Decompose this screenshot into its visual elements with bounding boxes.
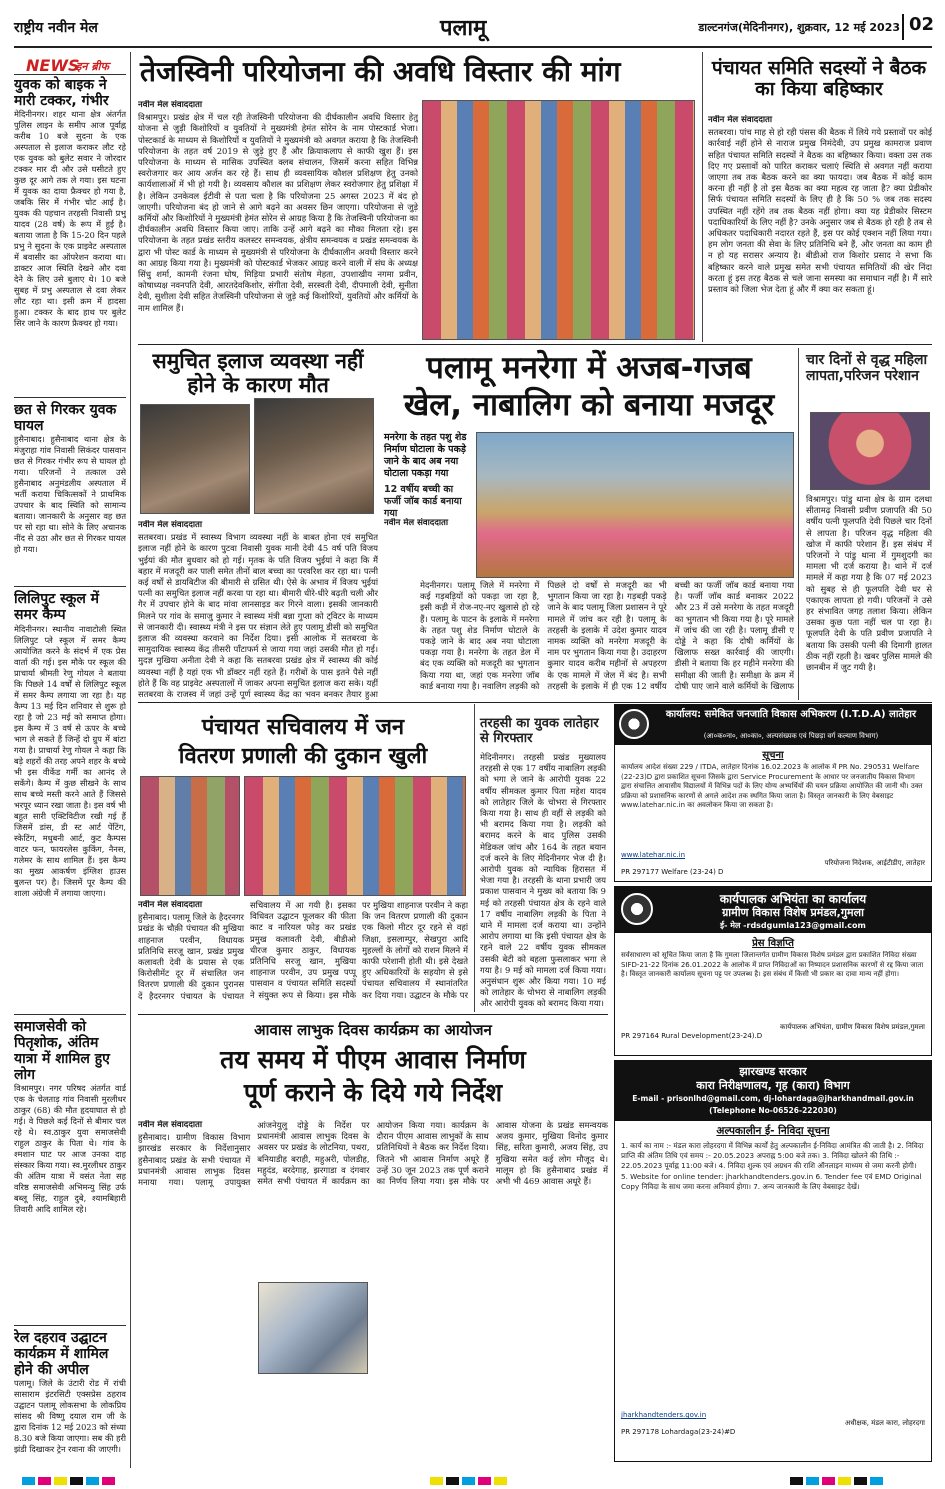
- itda-pr-no: PR 297177 Welfare (23-24) D: [621, 868, 724, 876]
- byline: नवीन मेल संवाददाता: [708, 115, 773, 125]
- rural-notice: [614, 886, 932, 1056]
- brief-headline: युवक को बाइक ने मारी टक्कर, गंभीर: [14, 77, 109, 110]
- rural-title1: कार्यपालक अभियंता का कार्यालय: [719, 892, 867, 906]
- brief-text: हुसैनाबाद। हुसैनाबाद थाना क्षेत्र के मंजुराहा गांव निवासी सिकंदर पासवान छत से गिरकर गंभीर रूप से घायल हो गया। परिजनों ने तत्काल उसे हुसैनाबाद अनुमंडलीय अस्पताल में भर्ती कराया चिकित्सकों ने प्राथमिक उपचार के बाद स्थिति को सामान्य बताया। जानकारी के अनुसार वह छत पर सो रहा था। सोने के लिए अचानक नींद से उठा और छत से गिरकर घायल हो गया।: [14, 434, 126, 555]
- rural-email: ई- मेल -rdsdgumla123@gmail.com: [720, 921, 866, 930]
- jail-notice-head: अल्पकालीन ई- निविदा सूचना: [716, 1125, 830, 1137]
- itda-title: कार्यालय: समेकित जनजाति विकास अभिकरण (I.T.D.A) लातेहार: [665, 709, 917, 720]
- brief-text: मेदिनीनगर। स्थानीय नावाटोली स्थित लिलिपुट प्ले स्कूल में समर कैम्प आयोजित करने के संदर्भ में एक प्रेस वार्ता की गई। इस मौके पर स्कूल की प्राचार्या श्रीमती रेणु गोयल ने बताया कि पिछले 14 वर्षों से लिलिपुट स्कूल में समर कैम्प लगाया जा रहा है। यह कैम्प 13 मई दिन शनिवार से शुरू हो रहा है जो 23 मई को समाप्त होगा। इस कैम्प में 3 वर्ष से ऊपर के बच्चे भाग ले सकते हैं जिन्हें दो ग्रुप में बांटा गया है। प्राचार्या रेणु गोयल ने कहा कि बड़े शहरों की तरह अपने शहर के बच्चे भी इस वीकेंड गर्मी का आनंद ले सकेंगे। कैम्प में कुछ सीखने के साथ साथ बच्चे मस्ती करने आते हैं जिससे भरपूर ध्यान रखा जाता है। इस वर्ष भी बहुत सारी एक्टिविटीज रखी गई हैं जिसमें डांस, डी स्ट आर्ट पेंटिंग, स्केटिंग, मधुबनी आर्ट, कुट कैम्पस वाटर फन, फायरलेस कुकिंग, नैनस, गलेमर के साथ शामिल हैं। इस कैम्प का मुख्य आकर्षण इंग्लिश हाउस बुलन्त पर) है। जिसमें पूर कैम्प की शाला अंग्रेजी में लगाया जाएगा।: [14, 623, 126, 898]
- mgnrega-kicker2: 12 वर्षीय बच्ची का फर्जी जॉब कार्ड बनाया गया: [384, 484, 462, 519]
- column-divider: [702, 52, 703, 342]
- tejaswini-text: विश्रामपुर। प्रखंड क्षेत्र में चल रही तेजस्विनी परियोजना की दीर्घकालीन अवधि विस्तार हेतु योजना से जुड़ी किशोरियों व युवतियों ने मुख्यमंत्री हेमंत सोरेन के नाम पोस्टकार्ड भेजा। पोस्टकार्ड के माध्यम से किशोरियों व युवतियों ने मुख्यमंत्री को अवगत कराया है कि तेजस्विनी परियोजना के तहत वर्ष 2019 से जुड़े हुए हैं और क्रियाकलाप से काफी खुश हैं। इस परियोजना के माध्यम से मासिक उपस्थित क्लब संचालन, जिसमें करना सहित विभिन्न स्वरोजगार कर आय अर्जन कर रहे हैं। साथ ही व्यवसायिक कौशल प्रशिक्षण हेतु उनको कार्यशालाओं में भी हो गयी है। व्यवसाय कौशल का प्रशिक्षण लेकर स्वरोजगार हेतु प्रशिक्षा में है। लेकिन उनकेवल ईटीवी से पता चला है कि परियोजना 25 अगस्त 2023 में बंद हो जाएगी। परियोजना बंद हो जाने से आगे बढ़ने का अवसर छिन जाएगा। परियोजना से जुड़े कर्मियों और किशोरियों ने मुख्यमंत्री हेमंत सोरेन से आग्रह किया है कि तेजस्विनी परियोजना का दीर्घकालीन अवधि विस्तार किया जाए। ताकि उन्हें आगे बढ़ने का मौका मिलता रहे। इस परियोजना के तहत प्रखंड स्तरीय कलस्टर समन्वयक, क्षेत्रीय समन्वयक व प्रखंड समन्वयक के द्वारा भी पोस्ट कार्ड के माध्यम से मुख्यमंत्री से परियोजना के दीर्घकालीन अवधी विस्तार करने का आग्रह किया गया है। मुख्यमंत्री को पोस्टकार्ड भेजकर आग्रह करने वाली में संघ के अध्यक्ष सिंधु शर्मा, कामनी रंजना घोष, मिड़िया प्रभारी संतोष मेहता, उपशाखीय नगमा प्रवीन, कोषाध्यक्ष नवनपति देवी, आरतदेवकिशोर, संगीता देवी, सरस्वती देवी, दीपमाली देवी, सुनीता देवी, सुशीला देवी सहित तेजस्विनी परियोजना से जुड़े कई किशोरियों, युवतियों और कर्मियों के नाम शामिल हैं।: [138, 112, 418, 313]
- housing-photo: [258, 1282, 368, 1374]
- brief-headline: समाजसेवी को पितृशोक, अंतिम यात्रा में शामिल हुए लोग: [14, 1018, 110, 1083]
- jail-email: E-mail - prisonlhd@gmail.com, dj-lohardaga@jharkhandmail.gov.in: [632, 1094, 914, 1103]
- jail-phone: (Telephone No-06526-222030): [709, 1106, 837, 1115]
- brief-item: [14, 1325, 126, 1468]
- arrest-headline: तरहसी का युवक लातेहार से गिरफ्तार: [480, 716, 599, 747]
- housing-kicker: आवास लाभुक दिवस कार्यक्रम का आयोजन: [254, 1021, 492, 1039]
- treatment-photo-left: [140, 404, 250, 514]
- byline: नवीन मेल संवाददाता: [138, 100, 203, 110]
- boycott-text: सतबरवा। पांच माह से हो रही पंसस की बैठक में लिये गये प्रस्तावों पर कोई कार्रवाई नहीं होने से नाराज प्रमुख निमंदेवी, उप प्रमुख कामराज प्रवाण सहित पंचायत समिति सदस्यों ने बैठक का बहिष्कार किया। वक्ता उस तक दिए गए प्रस्तावों को पारित कराकर चलाएं स्थिति से अवगत नहीं कराया जाएगा तब तक बैठक करने का क्या फायदा। जब बैठक में कोई काम करना ही नहीं है तो इस बैठक का क्या महत्व रह जाता है? क्या प्रेडीकोर सिर्फ पंचायत समिति सदस्यों के लिए ही है कि 50 % जब तक सदस्य उपस्थित नहीं रहेंगे तब तक बैठक नहीं होगा। क्या यह प्रेडीकोर सिस्टम पदाधिकारियों के लिए नहीं है? उनके अनुसार जब से बैठक हो रही है तब से अधिकतर पदाधिकारी नदारत रहते हैं, इस पर कोई एक्शन नहीं लिया गया। हम लोग जनता की सेवा के लिए प्रतिनिधि बने हैं, और जनता का काम ही न हो यह सरासर अन्याय है। बीडीओ राज किशोर प्रसाद ने सभा कि बहिष्कार करने वाले प्रमुख समेत सभी पंचायत समितियों की खेर निंदा करता हूं इस तरह बैठक से चले जाना समस्या का समाधान नहीं है। मैं सारे प्रस्ताव को जिला भेज देता हूं और मैं क्या कर सकता हूं।: [708, 127, 932, 295]
- itda-subtitle: (आ०क०ना०, आ०का०, अल्पसंख्यक एवं पिछड़ा वर्ग कल्याण विभाग): [703, 732, 879, 740]
- rural-signatory: कार्यपालक अभियंता, ग्रामीण विकास विशेष प्रमंडल,गुमला: [780, 1023, 925, 1031]
- arrest-text: मेदिनीनगर। तरहसी प्रखंड मुख्यालय तरहसी से एक 17 वर्षीय नाबालिग लड़की को भगा ले जाने के आरोपी युवक 22 वर्षीय सीमकल कुमार पिता महेश यादव को लातेहार जिले के चोभरा से गिरफ्तार किया गया है। साथ ही वहीं से लड़की को भी बरामद किया गया है। लड़की को बरामद करने के बाद पुलिस उसकी मेडिकल जांच और 164 के तहत बयान दर्ज करने के लिए मेदिनीनगर भेज दी है। आरोपी युवक को न्यायिक हिरासत में भेजा गया है। तरहसी के थाना प्रभारी जय प्रकाश पासवान ने मुख्य को बताया कि 9 मई को तरहसी पंचायत क्षेत्र के रहने वाले 17 वर्षीय नाबालिग लड़की के पिता ने थाने में मामला दर्ज कराया था। उन्होंने आरोप लगाया था कि इसी पंचायत क्षेत्र के रहने वाले 22 वर्षीय युवक सीमकल उसकी बेटी को बहला फुसलाकर भगा ले गया है। 9 मई को मामला दर्ज किया गया। अनुसंधान शुरू और किया गया। 10 मई को लातेहार के चोभरा से नाबालिग लड़की और आरोपी युवक को बरामद किया गया।: [480, 752, 606, 1009]
- mgnrega-headline-line2: खेल, नाबालिग को बनाया मजदूर: [403, 387, 775, 424]
- mgnrega-body: मेदनीनगर। पलामू जिले में मनरेगा में कई गड़बड़ियों को पकड़ा जा रहा है, इसी कड़ी में रोज-नए-नए खुलासे हो रहे हैं। पलामू के पाटन के इलाके में मनरेगा के तहत पशु शेड निर्माण घोटाले के पकड़े जाने के बाद अब नया घोटाला पकड़ा गया है। मनरेगा के तहत डेल में बंद एक व्यक्ति को मजदूरी का भुगतान किया गया था, जहां एक मनरेगा जॉब कार्ड बनाया गया है। नवालिग लड़की को पिछले दो वर्षों से मजदूरी का भी भुगतान किया जा रहा है। गड़बड़ी पकड़े जाने के बाद पलामू जिला प्रशासन ने पूरे मामले में जांच कर रही है। पलामू के तरहसी के इलाके में उदेश कुमार यादव नामक व्यक्ति को मनरेगा मजदूरी के नाम पर भुगतान किया गया है। उदाहरण कुमार यादव करीब महीनों से अपहरण के एक मामले में जेल में बंद है। सभी तरहसी के इलाके में ही एक 12 वर्षीय बच्ची का फर्जी जॉब कार्ड बनाया गया है। फर्जी जॉब कार्ड बनाकर 2022 और 23 में उसे मनरेगा के तहत मजदूरी का भुगतान भी किया गया है। पूरे मामले में जांच की जा रही है। पलामू डीसी ए दोड्डे ने कहा कि दोषी कर्मियों के खिलाफ सख्त कार्रवाई की जाएगी। डीसी ने बताया कि हर महीने मनरेगा की समीक्षा की जाती है। समीक्षा के क्रम में दोषी पाए जाने वाले कर्मियों के खिलाफ: [420, 580, 794, 691]
- secretariat-headline-line1: पंचायत सचिवालय में जन: [201, 715, 405, 740]
- section-rule: [138, 344, 932, 345]
- brief-text: मेदिनीनगर। शहर थाना क्षेत्र अंतर्गत पुलिस लाइन के समीप आज पूर्वाह्न करीब 10 बजे सुदना के एक अस्पताल से इलाज कराकर लौट रहे एक युवक को बुलेट सवार ने जोरदार टक्कर मार दी और उसे घसीटते हुए कुछ दूर आगे तक ले गया। इस घटना में युवक का दाया फ्रैक्चर हो गया है, जबकि सिर में गंभीर चोट आई है। युवक की पहचान तरहसी निवासी प्रभु यादव (28 वर्ष) के रूप में हुई है। बताया जाता है कि 15-20 दिन पहले प्रभु ने सुदना के एक प्राइवेट अस्पताल में बवासीर का ऑपरेशन कराया था। डाक्टर आज स्थिति देखने और दवा देने के लिए उसे बुलाए थे। 10 बजे सुबह में प्रभु अस्पताल से दवा लेकर लौट रहा था। इसी क्रम में हादसा हुआ। टक्कर के बाद हाथ पर बुलेट सिर जाने के कारण फ्रैक्चर हो गया।: [14, 109, 126, 329]
- jail-pr-no: PR 297178 Lohardaga(23-24)#D: [621, 1428, 736, 1436]
- dateline: डाल्टनगंज(मेदिनीनगर), शुक्रवार, 12 मई 2023: [698, 21, 900, 34]
- itda-website-link[interactable]: www.latehar.nic.in: [621, 851, 686, 859]
- treatment-headline: समुचित इलाज व्यवस्था नहीं होने के कारण मौत: [152, 349, 364, 397]
- jail-header: [615, 1061, 931, 1121]
- mgnrega-headline: [384, 350, 794, 424]
- news-brief-label: [14, 52, 126, 74]
- jail-tender-notice: [614, 1060, 932, 1462]
- housing-text: हुसैनाबाद। ग्रामीण विकास विभाग झारखंड सरकार के निर्देशानुसार हुसैनाबाद प्रखंड के सभी पंचायत में प्रधानमंत्री आवास लाभुक दिवस मनाया गया। पलामू उपायुक्त आंजनेयुलु दोड्डे के निर्देश पर प्रधानमंत्री आवास लाभुक दिवस के अवसर पर प्रखंड के लोटनिया, पथरा, बनियाडीह बराही, महुअरी, पोलडीह, महुदंड, बरदेगाह, झरगाडा व दंगवार समेत सभी पंचायत में कार्यक्रम का आयोजन किया गया। कार्यक्रम के दौरान पीएम आवास लाभुकों के साथ प्रतिनिधियों ने बैठक कर निर्देश दिया। जितने भी आवास निर्माण अधूरे हैं उन्हें 30 जून 2023 तक पूर्ण कराने का निर्णय लिया गया। इस मौके पर आवास योजना के प्रखंड समन्वयक अजय कुमार, मुखिया विनोद कुमार सिंह, सरिता कुमारी, अजय सिंह, उप मुखिया समेत कई लोग मौजूद थे। मालूम हो कि हुसैनाबाद प्रखंड में अभी भी 469 आवास अधूरे हैं।: [138, 1120, 608, 1188]
- brief-text: पलामू। जिले के उंटारी रोड में रांची सासाराम इंटरसिटी एक्सप्रेस ठहराव उद्घाटन पलामू लोकसभा के लोकप्रिय सांसद श्री विष्णु दयाल राम जी के द्वारा दिनांक 12 मई 2023 को संध्या 8.30 बजे किया जाएगा। सब की हरी झंडी दिखाकर ट्रेन रवाना की जाएगी।: [14, 1378, 126, 1455]
- page-number: 02: [909, 14, 935, 35]
- secretariat-text: हुसैनाबाद। पलामू जिले के हैदरनगर प्रखंड के चौक़ी पंचायत की मुखिया शाहनाज परवीन, विधायक प्रतिनिधि सरजू खान, प्रखंड प्रमुख कलावती देवी के प्रयास से एक किरोसीमेंट दूर में संचालित जन वितरण प्रणाली की दुकान पुरानस दें हैदरनगर पंचायत के पंचायत सचिवालय में आ गयी है। इसका विधिवत उद्घाटन फूलकर की फीता काट व नारियल फोड़ कर प्रखंड प्रमुख कलावती देवी, बीडीओ धीरज कुमार ठाकुर, विधायक प्रतिनिधि सरजू खान, मुखिया शाहनाज परवीन, उप प्रमुख पप्पू पासवान व पंचायत समिति सदस्यों ने संयुक्त रूप से किया। इस मौके पर मुखिया शाहनाज परवीन ने कहा कि जन वितरण प्रणाली की दुकान एक किलो मीटर दूर रहने से वहां जिक्षा, इसलाम्पुर, सेखपुरा आदि मुहल्लों के लोगों को राशन मिलने में काफी परेशानी होती थी। इसे देखते हुए अधिकारियों के सहयोग से इसे पंचायत सचिवालय में स्थानांतरित कर दिया गया। उद्घाटन के मौके पर: [138, 900, 468, 1001]
- section-rule: [138, 702, 932, 703]
- byline: नवीन मेल संवाददाता: [138, 1120, 203, 1130]
- brief-label: इन ब्रीफ: [76, 60, 109, 73]
- housing-headline-line2: पूर्ण कराने के दिये गये निर्देश: [243, 1077, 503, 1107]
- brief-headline: लिलिपुट स्कूल में समर कैम्प: [14, 591, 100, 624]
- brand-name: राष्ट्रीय नवीन मेल: [14, 20, 98, 36]
- itda-signatory: परियोजना निदेशक, आईटीडीए, लातेहार: [824, 859, 925, 867]
- column-divider: [474, 704, 475, 1012]
- byline: नवीन मेल संवाददाता: [138, 520, 203, 530]
- brief-item: [14, 1014, 126, 1323]
- secretariat-body: [138, 900, 468, 1010]
- secretariat-photo-left: [140, 776, 240, 896]
- missing-woman-headline: चार दिनों से वृद्ध महिला लापता,परिजन परेशान: [806, 352, 928, 385]
- brief-text: विश्रामपुर। नगर परिषद अंतर्गत वार्ड एक के चेलताड़ गांव निवासी मुरलीधर ठाकुर (68) की मौत हृदयाघात से हो गई। वे पिछले कई दिनों से बीमार चल रहे थे। स्व.ठाकुर युवा समाजसेवी राहुल ठाकुर के पिता थे। गांव के श्मशान घाट पर आज उनका दाह संस्कार किया गया। स्व.मुरलीधर ठाकुर की अंतिम यात्रा में वसंत नेता सह वरिष्ठ समाजसेवी अभिमन्यु सिंह उर्फ बब्लू सिंह, राहुल दुबे, श्यामबिहारी तिवारी आदि शामिल रहे।: [14, 1082, 126, 1214]
- rural-notice-head: प्रेस विज्ञप्ति: [752, 938, 794, 949]
- housing-headline: [138, 1044, 608, 1109]
- tejaswini-headline: तेजस्विनी परियोजना की अवधि विस्तार की मांग: [140, 55, 621, 88]
- masthead: [14, 12, 935, 46]
- emblem-icon: [619, 709, 649, 739]
- section-rule: [138, 1014, 608, 1015]
- treatment-photo-right: [254, 398, 374, 514]
- news-brief-column: [14, 52, 126, 1468]
- brief-item: [14, 397, 126, 584]
- jail-text: 1. कार्य का नाम :- मंडल कारा लोहरदगा में विभिन्न कार्यों हेतु अल्पकालीन ई-निविदा आमंत्रित की जाती है। 2. निविदा प्राप्ति की अंतिम तिथि एवं समय :- 20.05.2023 अपराह्न 5:00 बजे तक। 3. निविदा खोलने की तिथि :- 22.05.2023 पूर्वाह्न 11:00 बजे। 4. निविदा शुल्क एवं अग्रधन की राशि ऑनलाइन माध्यम से जमा करनी होगी। 5. Website for online tender: jharkhandtenders.gov.in 6. Tender fee एवं EMD Original Copy निविदा के साथ जमा करना अनिवार्य होगा। 7. अन्य जानकारी के लिए वेबसाइट देखें।: [621, 1141, 924, 1191]
- rural-pr-no: PR 297164 Rural Development(23-24).D: [621, 1032, 763, 1040]
- brief-headline: छत से गिरकर युवक घायल: [14, 402, 117, 435]
- jail-website-link[interactable]: jharkhandtenders.gov.in: [621, 1411, 707, 1419]
- byline: नवीन मेल संवाददाता: [138, 900, 203, 910]
- jail-title2: कारा निरीक्षणालय, गृह (कारा) विभाग: [696, 1079, 850, 1092]
- missing-woman-text: विश्रामपुर। पांडु थाना क्षेत्र के ग्राम दलथा सीतामढ़ निवासी प्रवीण प्रजापति की 50 वर्षीय पत्नी फूलपति देवी पिछले चार दिनों से लापता है। परिजन वृद्ध महिला की खोज में काफी परेशान हैं। इस संबंध में परिजनों ने पांडु थाना में गुमशुदगी का मामला भी दर्ज कराया है। थाने में दर्ज मामले में कहा गया है कि 07 मई 2023 को सुबह से ही फूलपति देवी घर से एकाएक लापता हो गयी। परिजनों ने उसे हर संभावित जगह तलाश किया। लेकिन उसका कुछ पता नहीं चल पा रहा है। फूलपति देवी के पति प्रवीण प्रजापति ने बताया कि उसकी पत्नी की दिमागी हालत ठीक नहीं रहती है। खबर पुलिस मामले की छानबीन में जुट गयी है।: [806, 494, 932, 673]
- rural-text: सर्वसाधारण को सूचित किया जाता है कि गुमला जिलान्तर्गत ग्रामीण विकास विशेष प्रमंडल द्वारा प्रकाशित निविदा संख्या SIFD-21-22 दिनांक 26.01.2022 के आलोक में प्राप्त निविदाओं का निष्पादन प्रशासनिक कारणों से रद्द किया जाता है। विस्तृत जानकारी कार्यालय सूचना पट्ट पर उपलब्ध है। इस संबंध में किसी भी प्रकार का दावा मान्य नहीं होगा।: [621, 951, 924, 979]
- print-colorbar-right: [790, 1470, 920, 1480]
- itda-header: [615, 705, 931, 745]
- brief-headline: रेल दहराव उद्घाटन कार्यक्रम में शामिल होने की अपील: [14, 1329, 109, 1379]
- jail-signatory: अधीक्षक, मंडल कारा, लोहरदगा: [844, 1419, 925, 1427]
- mgnrega-kicker1: मनरेगा के तहत पशु शेड निर्माण घोटाला के पकड़े जाने के बाद अब नया घोटाला पकड़ा गया: [384, 432, 467, 479]
- secretariat-photo-right: [244, 776, 466, 896]
- itda-notice-head: सूचना: [762, 750, 784, 761]
- jail-title1: झारखण्ड सरकार: [739, 1065, 807, 1078]
- print-colorbar-left: [22, 1470, 152, 1480]
- emblem-icon: [621, 893, 653, 925]
- secretariat-headline-line2: वितरण प्रणाली की दुकान खुली: [178, 743, 428, 769]
- itda-notice: [614, 704, 932, 882]
- treatment-body: [138, 520, 378, 700]
- brief-item: [14, 586, 126, 1011]
- tejaswini-photo: [422, 100, 695, 340]
- print-colorbar-mid: [430, 1470, 540, 1480]
- rural-header: [615, 887, 931, 933]
- itda-text: कार्यालय आदेश संख्या 229 / ITDA, लातेहार दिनांक 16.02.2023 के आलोक में PR No. 290531 Welfare (22-23)D द्वारा प्रकाशित सूचना जिसके द्वारा Service Procurement के आधार पर जनजातीय विकास विभाग द्वारा संचालित आवासीय विद्यालयों में विभिन्न पदों के लिए योग्य अभ्यर्थियों की चयन प्रक्रिया आयोजित की जानी थी। उक्त प्रक्रिया को प्रशासनिक कारणों से अगले आदेश तक स्थगित किया जाता है। विस्तृत जानकारी के लिए वेबसाइट www.latehar.nic.in का अवलोकन किया जा सकता है।: [621, 763, 923, 810]
- section-title: पलामू: [440, 16, 487, 41]
- brief-item: [14, 74, 126, 395]
- news-label: NEWS: [26, 56, 80, 75]
- mgnrega-headline-line1: पलामू मनरेगा में अजब-गजब: [426, 350, 752, 386]
- rural-title2: ग्रामीण विकास विशेष प्रमंडल,गुमला: [722, 906, 864, 919]
- tejaswini-body: [138, 100, 418, 340]
- secretariat-headline: [138, 714, 468, 771]
- boycott-headline: पंचायत समिति सदस्यों ने बैठक का किया बहिष्कार: [711, 57, 927, 101]
- boycott-body: [708, 115, 932, 341]
- treatment-text: सतबरवा। प्रखंड में स्वास्थ्य विभाग व्यवस्था नहीं के बाबत होना एवं समुचित इलाज नहीं होने के कारण पुटवा निवासी युवक मानी देवी 45 वर्ष पति विजय भुईयां की मौत बुधवार को हो गई। मृतक के पति विजय भुईयां ने कहा कि मैं बहार में मजदूरी कर पाली समेत तीनों बाल बच्चा का परवरिश कर रहा था। पत्नी कई वर्षों से डायबिटीज की बीमारी से ग्रसित थी। ऐसे के अभाव में विजय भुईयां पत्नी का समुचित इलाज नहीं करवा पा रहा था। बीमारी धीरे-धीरे बढ़ती चली और गैर में उपचार होने के बाद मांवा लानसाइड कर गिरने वाला। इसकी जानकारी मिलने पर गांव के समाजु कुमार ने स्वास्थ्य मंत्री बन्ना गुप्ता को ट्विटर के माध्यम से जानकारी दी। स्वास्थ्य मंत्री ने इस पर संज्ञान लेते हुए पलामू डीसी को समुचित इलाज की व्यवस्था करवाने का निर्देश दिया। इसी आलोक में सतबरवा के सामुदायिक स्वास्थ्य केंद्र तीसरी पाँटाफर्म से जाया गया जहां उसकी मौत हो गई। मुदज्ञ मुखिया अनीता देवी ने कहा कि सतबरवा प्रखंड क्षेत्र में स्वास्थ्य की कोई व्यवस्था नहीं है यहां एक भी डॉक्टर नहीं रहते हैं। गरीबों के पास इतने पैसे नहीं होते हैं कि वह प्राइवेट अस्पतालों में जाकर अपना समुचित इलाज करा सके। यहीं सतबरवा के राजस्व में जहां उन्हें पूर्ण स्वास्थ्य केंद्र का भवन बनकर तैयार हुआ: [138, 532, 378, 700]
- missing-woman-photo: [810, 412, 930, 490]
- column-divider: [798, 348, 799, 700]
- arrest-body: [480, 752, 606, 1012]
- housing-body: [138, 1120, 608, 1462]
- page-no-divider: [902, 14, 904, 40]
- mgnrega-photo: [476, 432, 794, 578]
- byline: नवीन मेल संवाददाता: [384, 518, 449, 528]
- sidebar-divider: [130, 52, 131, 1468]
- masthead-rule: [14, 46, 932, 48]
- housing-headline-line1: तय समय में पीएम आवास निर्माण: [220, 1045, 526, 1074]
